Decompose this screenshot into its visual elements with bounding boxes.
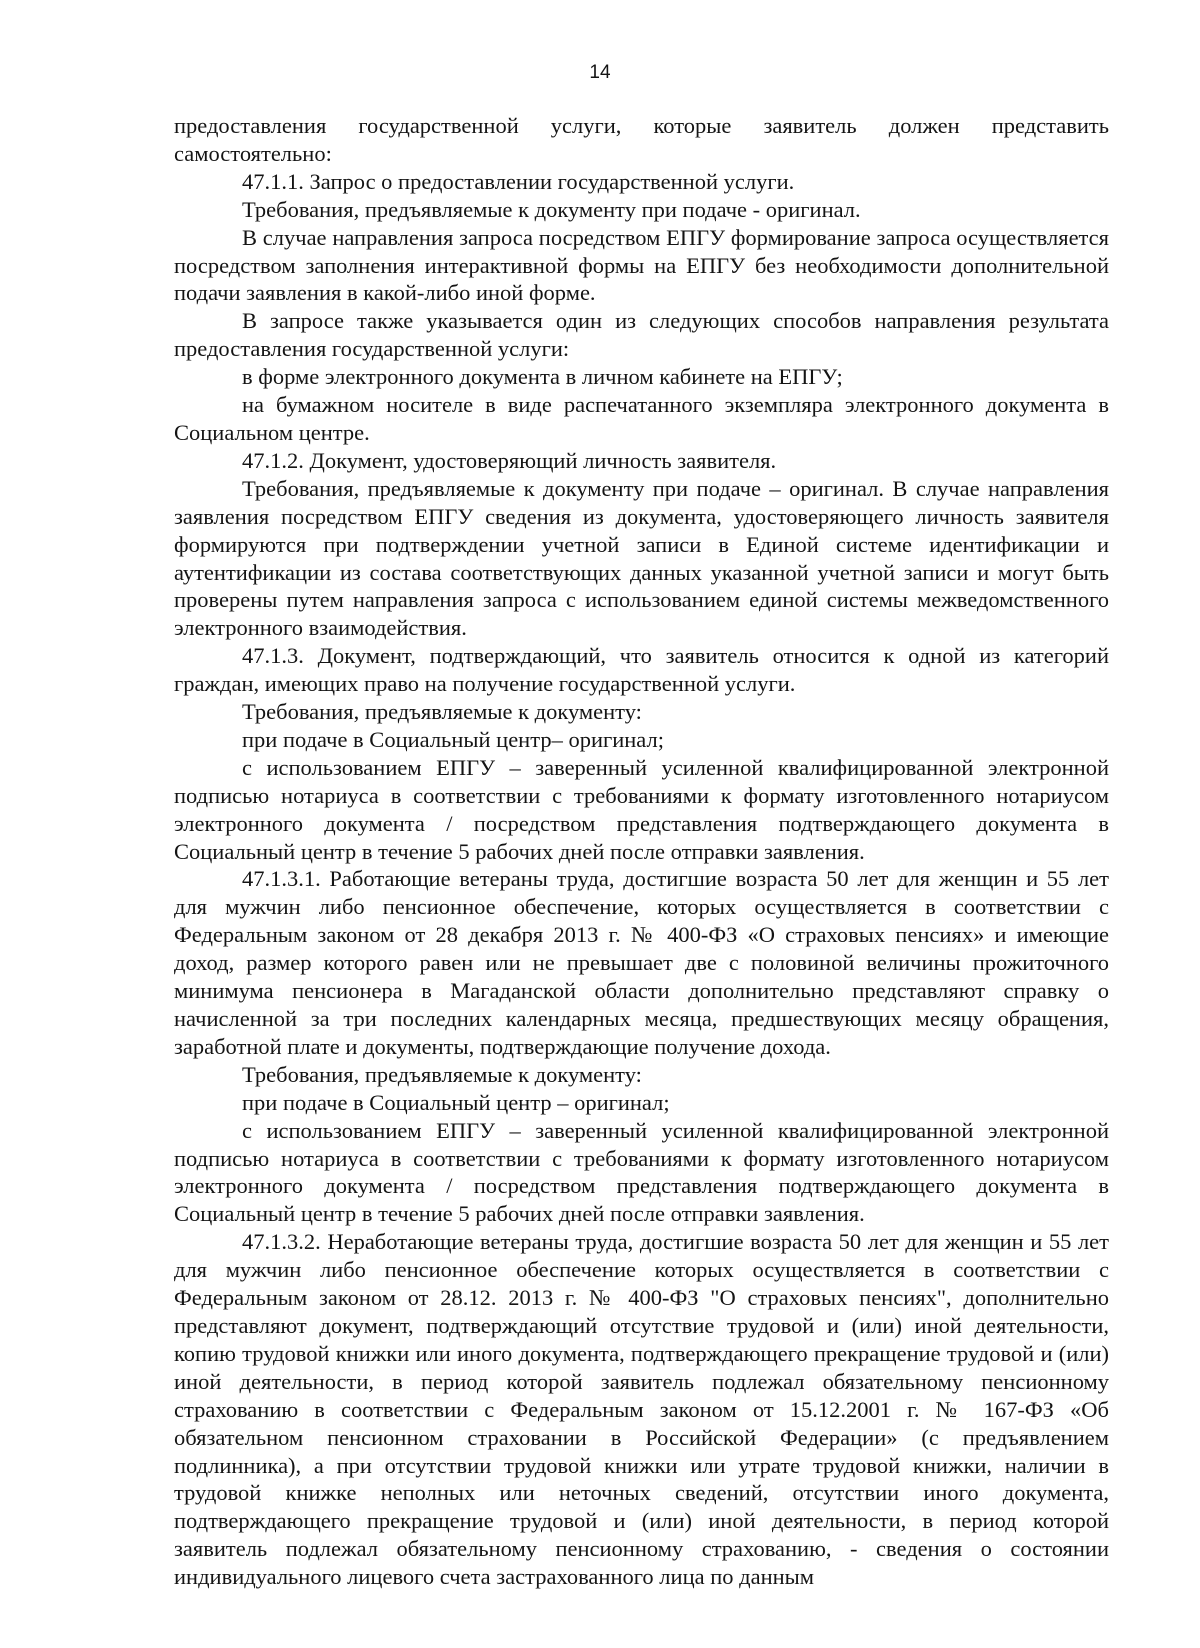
document-body [174,112,1109,1591]
list-item: в форме электронного документа в личном кабинете на ЕПГУ; [242,364,843,390]
clause-heading: 47.1.2. Документ, удостоверяющий личность заявителя. [242,447,777,473]
paragraph: Требования, предъявляемые к документу: [242,699,642,725]
clause-heading: 47.1.1. Запрос о предоставлении государственной услуги. [242,168,795,194]
page-number: 14 [589,62,611,83]
list-item: на бумажном носителе в виде распечатанного экземпляра электронного документа в Социальном центре. [174,392,1109,445]
list-item: при подаче в Социальный центр– оригинал; [242,726,664,752]
clause-heading: 47.1.3.2. Неработающие ветераны труда, достигшие возраста 50 лет для женщин и 55 лет для мужчин либо пенсионное обеспечение которых осуществляется в соответствии с Федеральным законом от 28.12. 2013 г. № 400-ФЗ "О страховых пенсиях", дополнительно представляют документ, подтверждающий отсутствие трудовой и (или) иной деятельности, копию трудовой книжки или иного документа, подтверждающего прекращение трудовой и (или) иной деятельности, в период которой заявитель подлежал обязательному пенсионному страхованию в соответствии с Федеральным законом от 15.12.2001 г. № 167-ФЗ «Об обязательном пенсионном страховании в Российской Федерации» (с предъявлением подлинника), а при отсутствии трудовой книжки или утрате трудовой книжки, наличии в трудовой книжке неполных или неточных сведений, отсутствии иного документа, подтверждающего прекращение трудовой и (или) иной деятельности, в период которой заявитель подлежал обязательному пенсионному страхованию, - сведения о состоянии индивидуального лицевого счета застрахованного лица по данным [174,1229,1109,1590]
list-item: с использованием ЕПГУ – заверенный усиленной квалифицированной электронной подписью нотариуса в соответствии с требованиями к формату изготовленного нотариусом электронного документа / посредством представления подтверждающего документа в Социальный центр в течение 5 рабочих дней после отправки заявления. [174,754,1109,864]
paragraph: Требования, предъявляемые к документу при подаче – оригинал. В случае направления заявления посредством ЕПГУ сведения из документа, удостоверяющего личность заявителя формируются при подтверждении учетной записи в Единой системе идентификации и аутентификации из состава соответствующих данных указанной учетной записи и могут быть проверены путем направления запроса с использованием единой системы межведомственного электронного взаимодействия. [174,475,1109,641]
list-item: с использованием ЕПГУ – заверенный усиленной квалифицированной электронной подписью нотариуса в соответствии с требованиями к формату изготовленного нотариусом электронного документа / посредством представления подтверждающего документа в Социальный центр в течение 5 рабочих дней после отправки заявления. [174,1117,1109,1227]
paragraph: В случае направления запроса посредством ЕПГУ формирование запроса осуществляется посредством заполнения интерактивной формы на ЕПГУ без необходимости дополнительной подачи заявления в какой-либо иной форме. [174,224,1109,306]
paragraph: предоставления государственной услуги, которые заявитель должен представить самостоятельно: [174,113,1109,166]
list-item: при подаче в Социальный центр – оригинал; [242,1089,670,1115]
paragraph: Требования, предъявляемые к документу при подаче - оригинал. [242,196,861,222]
paragraph: Требования, предъявляемые к документу: [242,1061,642,1087]
clause-heading: 47.1.3.1. Работающие ветераны труда, достигшие возраста 50 лет для женщин и 55 лет для мужчин либо пенсионное обеспечение, которых осуществляется в соответствии с Федеральным законом от 28 декабря 2013 г. № 400-ФЗ «О страховых пенсиях» и имеющие доход, размер которого равен или не превышает две с половиной величины прожиточного минимума пенсионера в Магаданской области дополнительно представляют справку о начисленной за три последних календарных месяца, предшествующих месяцу обращения, заработной плате и документы, подтверждающие получение дохода. [174,866,1109,1059]
paragraph: В запросе также указывается один из следующих способов направления результата предоставления государственной услуги: [174,308,1109,362]
clause-heading: 47.1.3. Документ, подтверждающий, что заявитель относится к одной из категорий граждан, имеющих право на получение государственной услуги. [174,643,1109,697]
